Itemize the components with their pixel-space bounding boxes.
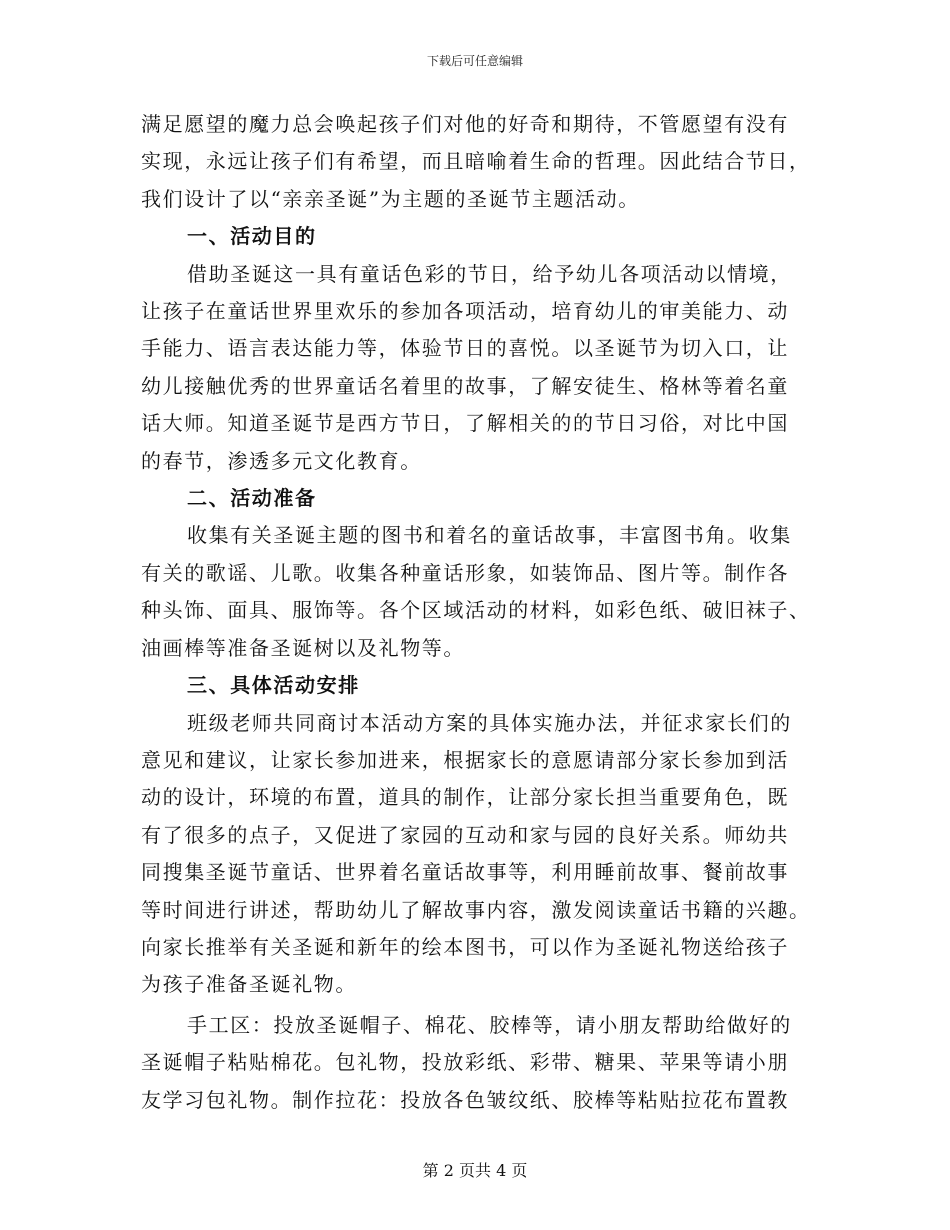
body-line: 意见和建议，让家长参加进来，根据家长的意愿请部分家长参加到活 (141, 747, 789, 772)
body-line: 油画棒等准备圣诞树以及礼物等。 (141, 635, 465, 660)
section-heading-purpose: 一、活动目的 (187, 224, 317, 249)
body-line: 收集有关圣诞主题的图书和着名的童话故事，丰富图书角。收集 (187, 523, 792, 548)
body-line: 动的设计，环境的布置，道具的制作，让部分家长担当重要角色，既 (141, 785, 789, 810)
page-header: 下载后可任意编辑 (426, 54, 523, 68)
body-line: 等时间进行讲述，帮助幼儿了解故事内容，激发阅读童话书籍的兴趣。 (141, 897, 811, 922)
body-line: 我们设计了以“亲亲圣诞”为主题的圣诞节主题活动。 (141, 186, 640, 211)
page-footer: 第 2 页共 4 页 (422, 1161, 528, 1180)
section-heading-arrangement: 三、具体活动安排 (187, 673, 360, 698)
body-line: 话大师。知道圣诞节是西方节日，了解相关的的节日习俗，对比中国 (141, 411, 789, 436)
body-line: 为孩子准备圣诞礼物。 (141, 972, 357, 997)
document-body (141, 106, 811, 1119)
body-line: 借助圣诞这一具有童话色彩的节日，给予幼儿各项活动以情境， (187, 261, 792, 286)
body-line: 有关的歌谣、儿歌。收集各种童话形象，如装饰品、图片等。制作各 (141, 560, 789, 585)
body-line: 圣诞帽子粘贴棉花。包礼物，投放彩纸、彩带、糖果、苹果等请小朋 (141, 1050, 789, 1075)
body-line: 实现，永远让孩子们有希望，而且暗喻着生命的哲理。因此结合节日， (141, 149, 811, 174)
section-heading-preparation: 二、活动准备 (187, 486, 317, 511)
body-line: 满足愿望的魔力总会唤起孩子们对他的好奇和期待，不管愿望有没有 (141, 112, 789, 136)
body-line: 幼儿接触优秀的世界童话名着里的故事，了解安徒生、格林等着名童 (141, 373, 789, 398)
body-line: 的春节，渗透多元文化教育。 (141, 448, 422, 473)
body-line: 种头饰、面具、服饰等。各个区域活动的材料，如彩色纸、破旧袜子、 (141, 598, 811, 623)
body-line: 有了很多的点子，又促进了家园的互动和家与园的良好关系。师幼共 (141, 822, 789, 847)
body-line: 班级老师共同商讨本活动方案的具体实施办法，并征求家长们的 (187, 710, 792, 735)
body-line: 手能力、语言表达能力等，体验节日的喜悦。以圣诞节为切入口，让 (141, 336, 789, 361)
body-line: 向家长推举有关圣诞和新年的绘本图书，可以作为圣诞礼物送给孩子 (141, 934, 789, 959)
body-line: 同搜集圣诞节童话、世界着名童话故事等，利用睡前故事、餐前故事 (141, 860, 789, 885)
body-line: 友学习包礼物。制作拉花：投放各色皱纹纸、胶棒等粘贴拉花布置教 (141, 1087, 789, 1112)
body-line: 让孩子在童话世界里欢乐的参加各项活动，培育幼儿的审美能力、动 (141, 299, 789, 324)
body-line: 手工区：投放圣诞帽子、棉花、胶棒等，请小朋友帮助给做好的 (187, 1012, 792, 1037)
